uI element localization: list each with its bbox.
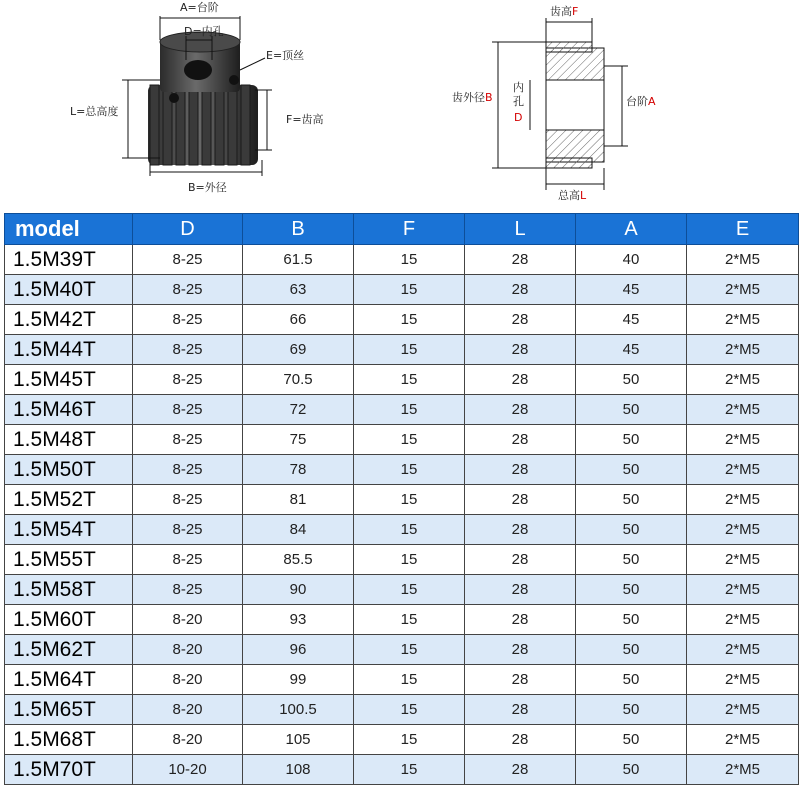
cell-model: 1.5M39T: [5, 245, 133, 275]
cell-e: 2*M5: [687, 515, 799, 545]
cell-l: 28: [465, 575, 576, 605]
cell-model: 1.5M55T: [5, 545, 133, 575]
table-row: [5, 545, 799, 575]
label-total-height: 总高L: [558, 189, 587, 202]
cell-f: 15: [354, 335, 465, 365]
cell-l: 28: [465, 695, 576, 725]
cell-l: 28: [465, 635, 576, 665]
label-d-bore: D=内孔: [184, 25, 224, 38]
cell-d: 8-25: [133, 275, 243, 305]
cell-d: 8-25: [133, 245, 243, 275]
cell-a: 40: [576, 245, 687, 275]
cell-e: 2*M5: [687, 365, 799, 395]
cell-f: 15: [354, 695, 465, 725]
cell-l: 28: [465, 755, 576, 785]
cell-e: 2*M5: [687, 725, 799, 755]
table-row: [5, 335, 799, 365]
cell-b: 69: [243, 335, 354, 365]
diagram-area: [0, 0, 800, 212]
cell-d: 8-25: [133, 335, 243, 365]
table-row: [5, 605, 799, 635]
cell-l: 28: [465, 395, 576, 425]
cell-f: 15: [354, 605, 465, 635]
cell-l: 28: [465, 275, 576, 305]
cell-model: 1.5M45T: [5, 365, 133, 395]
header-b: B: [243, 214, 354, 245]
cell-d: 8-25: [133, 485, 243, 515]
cell-f: 15: [354, 575, 465, 605]
cell-f: 15: [354, 425, 465, 455]
cell-f: 15: [354, 395, 465, 425]
cell-a: 50: [576, 575, 687, 605]
cell-e: 2*M5: [687, 485, 799, 515]
cell-e: 2*M5: [687, 455, 799, 485]
cell-b: 75: [243, 425, 354, 455]
cell-f: 15: [354, 635, 465, 665]
cell-a: 50: [576, 695, 687, 725]
gear-photo: [148, 32, 258, 165]
label-bore-letter: D: [514, 111, 523, 124]
cell-b: 96: [243, 635, 354, 665]
table-row: [5, 575, 799, 605]
cell-model: 1.5M52T: [5, 485, 133, 515]
cell-l: 28: [465, 605, 576, 635]
table-row: [5, 485, 799, 515]
label-bore-2: 孔: [513, 95, 524, 108]
gear-diagrams: [0, 0, 800, 212]
cell-a: 50: [576, 725, 687, 755]
cell-d: 8-25: [133, 455, 243, 485]
cell-b: 108: [243, 755, 354, 785]
cell-model: 1.5M42T: [5, 305, 133, 335]
cell-f: 15: [354, 665, 465, 695]
label-outer-dia: 齿外径B: [452, 91, 493, 104]
table-row: [5, 515, 799, 545]
cell-d: 8-25: [133, 545, 243, 575]
cell-model: 1.5M65T: [5, 695, 133, 725]
cell-d: 8-25: [133, 515, 243, 545]
cell-e: 2*M5: [687, 245, 799, 275]
table-row: [5, 425, 799, 455]
table-body: [5, 245, 799, 785]
cell-d: 8-20: [133, 635, 243, 665]
cell-model: 1.5M50T: [5, 455, 133, 485]
cell-a: 50: [576, 665, 687, 695]
cell-a: 50: [576, 425, 687, 455]
header-l: L: [465, 214, 576, 245]
label-l-total-height: L=总高度: [70, 105, 119, 118]
table-row: [5, 755, 799, 785]
cell-l: 28: [465, 245, 576, 275]
cell-b: 72: [243, 395, 354, 425]
cell-l: 28: [465, 365, 576, 395]
cell-a: 45: [576, 275, 687, 305]
cell-a: 50: [576, 605, 687, 635]
cell-model: 1.5M60T: [5, 605, 133, 635]
cell-model: 1.5M40T: [5, 275, 133, 305]
cell-e: 2*M5: [687, 275, 799, 305]
cell-model: 1.5M46T: [5, 395, 133, 425]
cell-a: 45: [576, 305, 687, 335]
label-b-outer-dia: B=外径: [188, 181, 227, 194]
cell-model: 1.5M70T: [5, 755, 133, 785]
table-row: [5, 665, 799, 695]
table-row: [5, 275, 799, 305]
label-tooth-height: 齿高F: [550, 5, 579, 18]
cell-e: 2*M5: [687, 605, 799, 635]
cell-b: 61.5: [243, 245, 354, 275]
table-row: [5, 245, 799, 275]
table-row: [5, 635, 799, 665]
cell-model: 1.5M68T: [5, 725, 133, 755]
header-f: F: [354, 214, 465, 245]
cell-f: 15: [354, 365, 465, 395]
header-model: model: [5, 214, 133, 245]
cell-e: 2*M5: [687, 755, 799, 785]
cell-e: 2*M5: [687, 425, 799, 455]
cell-d: 8-20: [133, 725, 243, 755]
cell-a: 45: [576, 335, 687, 365]
table-row: [5, 365, 799, 395]
label-bore-1: 内: [513, 81, 524, 94]
cell-f: 15: [354, 485, 465, 515]
cell-d: 8-25: [133, 395, 243, 425]
label-f-tooth-height: F=齿高: [286, 113, 324, 126]
cell-d: 8-25: [133, 425, 243, 455]
cell-l: 28: [465, 305, 576, 335]
cell-f: 15: [354, 755, 465, 785]
cell-a: 50: [576, 755, 687, 785]
header-d: D: [133, 214, 243, 245]
cell-e: 2*M5: [687, 575, 799, 605]
cell-d: 8-20: [133, 665, 243, 695]
cell-b: 70.5: [243, 365, 354, 395]
cell-l: 28: [465, 335, 576, 365]
spec-table: [4, 213, 799, 785]
cell-l: 28: [465, 665, 576, 695]
cell-a: 50: [576, 635, 687, 665]
cell-f: 15: [354, 275, 465, 305]
table-row: [5, 305, 799, 335]
cell-a: 50: [576, 365, 687, 395]
cell-d: 8-20: [133, 605, 243, 635]
cell-f: 15: [354, 725, 465, 755]
table-row: [5, 725, 799, 755]
cell-b: 78: [243, 455, 354, 485]
cell-a: 50: [576, 395, 687, 425]
cell-b: 90: [243, 575, 354, 605]
cell-b: 99: [243, 665, 354, 695]
label-a-step: A=台阶: [180, 1, 219, 14]
cell-e: 2*M5: [687, 305, 799, 335]
cell-e: 2*M5: [687, 395, 799, 425]
table-row: [5, 455, 799, 485]
cell-b: 93: [243, 605, 354, 635]
cell-model: 1.5M64T: [5, 665, 133, 695]
cell-e: 2*M5: [687, 635, 799, 665]
cell-b: 100.5: [243, 695, 354, 725]
cell-l: 28: [465, 455, 576, 485]
table-row: [5, 695, 799, 725]
table-row: [5, 395, 799, 425]
cell-l: 28: [465, 485, 576, 515]
cell-d: 8-20: [133, 695, 243, 725]
label-hub: 台阶A: [626, 95, 656, 108]
cell-model: 1.5M48T: [5, 425, 133, 455]
cell-a: 50: [576, 515, 687, 545]
cell-b: 84: [243, 515, 354, 545]
cell-model: 1.5M62T: [5, 635, 133, 665]
cell-model: 1.5M44T: [5, 335, 133, 365]
cell-l: 28: [465, 545, 576, 575]
cell-d: 8-25: [133, 305, 243, 335]
cross-section: [546, 42, 604, 168]
cell-b: 63: [243, 275, 354, 305]
header-e: E: [687, 214, 799, 245]
cell-f: 15: [354, 515, 465, 545]
cell-f: 15: [354, 545, 465, 575]
cell-model: 1.5M54T: [5, 515, 133, 545]
cell-b: 66: [243, 305, 354, 335]
cell-f: 15: [354, 245, 465, 275]
header-a: A: [576, 214, 687, 245]
cell-model: 1.5M58T: [5, 575, 133, 605]
cell-l: 28: [465, 425, 576, 455]
cell-d: 8-25: [133, 575, 243, 605]
cell-e: 2*M5: [687, 335, 799, 365]
cell-b: 105: [243, 725, 354, 755]
cell-d: 8-25: [133, 365, 243, 395]
cell-e: 2*M5: [687, 695, 799, 725]
cell-b: 85.5: [243, 545, 354, 575]
cell-f: 15: [354, 305, 465, 335]
cell-d: 10-20: [133, 755, 243, 785]
cell-a: 50: [576, 455, 687, 485]
label-e-setscrew: E=顶丝: [266, 49, 305, 62]
cell-b: 81: [243, 485, 354, 515]
cell-l: 28: [465, 515, 576, 545]
cell-e: 2*M5: [687, 665, 799, 695]
cell-a: 50: [576, 485, 687, 515]
cell-a: 50: [576, 545, 687, 575]
table-header-row: [5, 214, 799, 245]
cell-f: 15: [354, 455, 465, 485]
cell-e: 2*M5: [687, 545, 799, 575]
cell-l: 28: [465, 725, 576, 755]
